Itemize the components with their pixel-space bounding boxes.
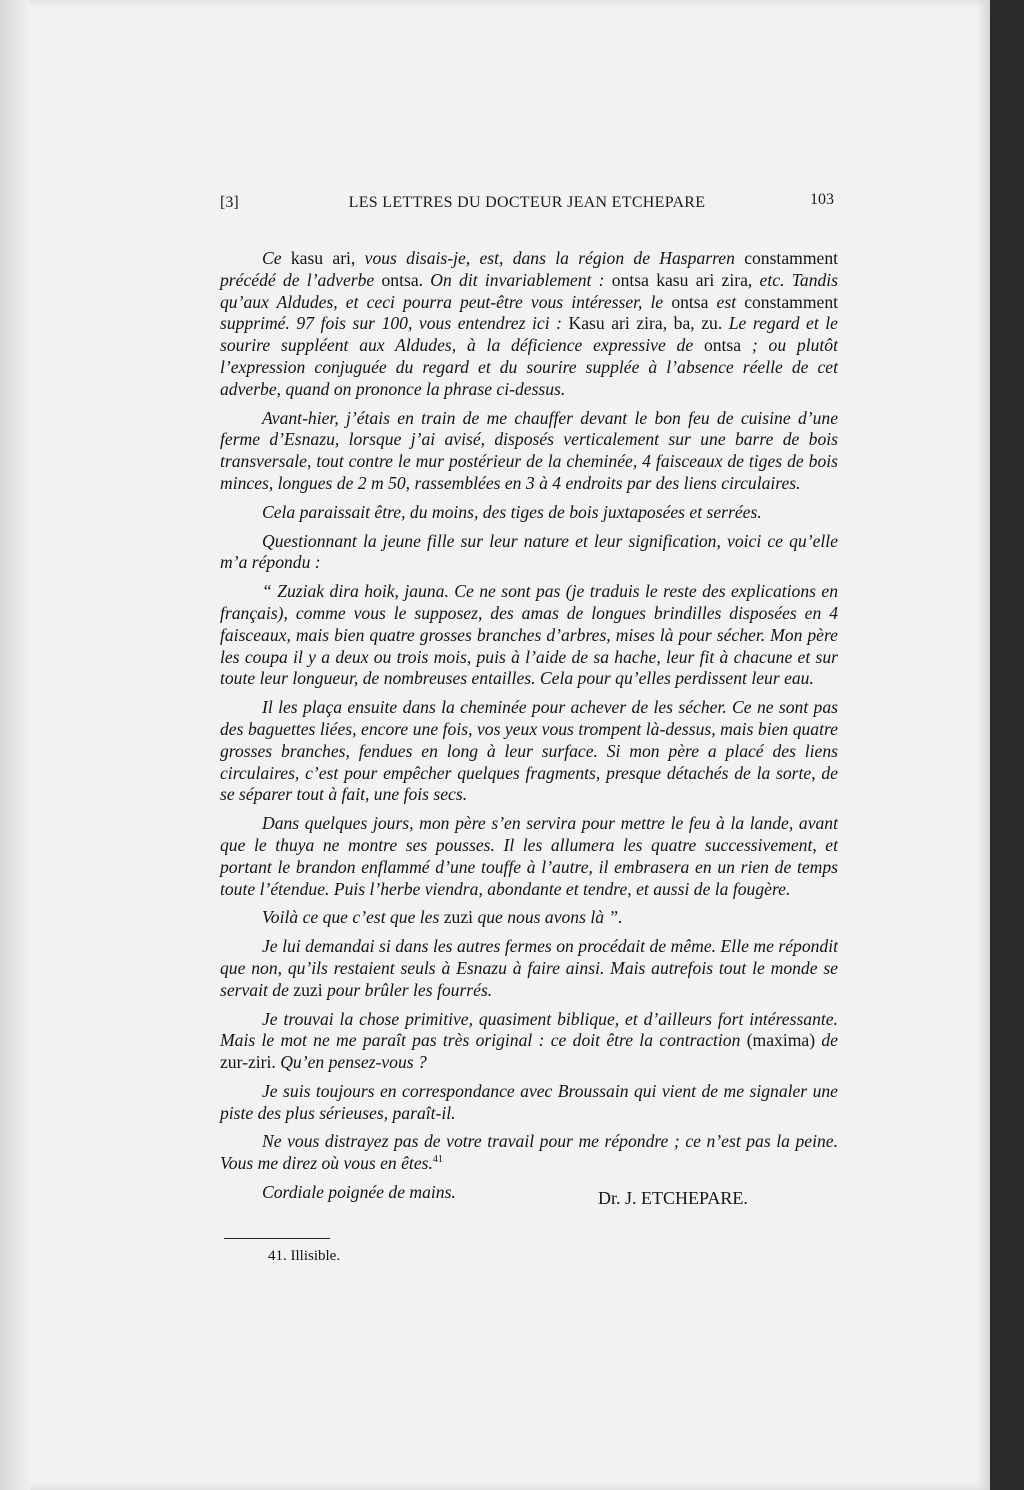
paragraph-7: Dans quelques jours, mon père s’en servira pour mettre le feu à la lande, avant que le thuya ne montre ses pousses. Il les allumera les quatre successivement, et portant le brandon enflammé d’une touffe à l’autre, il embrasera en un rien de temps toute l’étendue. Puis l’herbe viendra, abondante et tendre, et aussi de la fougère. [220,813,838,899]
paragraph-11: Je suis toujours en correspondance avec Broussain qui vient de me signaler une piste des plus sérieuses, paraît-il. [220,1080,838,1123]
paragraph-2: Avant-hier, j’étais en train de me chauffer devant le bon feu de cuisine d’une ferme d’Esnazu, lorsque j’ai avisé, disposés verticalement sur une barre de bois transversale, tout contre le mur postérieur de la cheminée, 4 faisceaux de tiges de bois minces, longues de 2 m 50, rassemblées en 3 à 4 endroits par des liens circulaires. [220,407,838,493]
paragraph-4: Questionnant la jeune fille sur leur nature et leur signification, voici ce qu’elle m’a répondu : [220,530,838,573]
paragraph-10: Je trouvai la chose primitive, quasiment biblique, et d’ailleurs fort intéressante. Mais le mot ne me paraît pas très original : ce doit être la contraction (maxima) de zur-ziri. Qu’en pensez-vous ? [220,1008,838,1073]
page-number: 103 [810,191,834,208]
paragraph-8: Voilà ce que c’est que les zuzi que nous avons là ”. [262,907,623,928]
page-gutter [0,0,30,1490]
footnote-reference: 41 [432,1154,443,1166]
footnote-rule [224,1238,330,1239]
paragraph-13: Cordiale poignée de mains. [262,1182,456,1203]
paragraph-9: Je lui demandai si dans les autres fermes on procédait de même. Elle me répondit que non, qu’ils restaient seuls à Esnazu à faire ainsi. Mais autrefois tout le monde se servait de zuzi pour brûler les fourrés. [220,936,838,1000]
paragraph-6: Il les plaça ensuite dans la cheminée pour achever de les sécher. Ce ne sont pas des baguettes liées, encore une fois, vos yeux vous trompent là-dessus, mais bien quatre grosses branches, fendues en long à leur surface. Si mon père a placé des liens circulaires, c’est pour empêcher quelques fragments, presque détachés de la sorte, de se séparer tout à fait, une fois secs. [220,697,838,805]
background-edge [990,0,1024,1490]
paragraph-1: Ce kasu ari, vous disais-je, est, dans la région de Hasparren constamment précédé de l’adverbe ontsa. On dit invariablement : ontsa kasu ari zira, etc. Tandis qu’aux Aldudes, et ceci pourra peut-être vous intéresser, le ontsa est constamment supprimé. 97 fois sur 100, vous entendrez ici : Kasu ari zira, ba, zu. Le regard et le sourire suppléent aux Aldudes, à la déficience expressive de ontsa ; ou plutôt l’expression conjuguée du regard et du sourire supplée à l’absence réelle de cet adverbe, quand on prononce la phrase ci-dessus. [220,248,839,399]
section-number: [3] [220,194,239,211]
paragraph-5: “ Zuziak dira hoik, jauna. Ce ne sont pas (je traduis le reste des explications en français), comme vous le supposez, des amas de longues brindilles disposées en 4 faisceaux, mais bien quatre grosses branches d’arbres, mises là pour sécher. Mon père les coupa il y a deux ou trois mois, puis à l’aide de sa hache, leur fit à chacune et sur toute leur longueur, de nombreuses entailles. Cela pour qu’elles perdissent leur eau. [220,581,838,689]
paragraph-3: Cela paraissait être, du moins, des tiges de bois juxtaposées et serrées. [262,501,762,522]
footnote: 41. Illisible. [268,1248,341,1264]
running-title: LES LETTRES DU DOCTEUR JEAN ETCHEPARE [348,194,706,211]
signature: Dr. J. ETCHEPARE. [598,1188,748,1208]
paragraph-12: Ne vous distrayez pas de votre travail pour me répondre ; ce n’est pas la peine. Vous me direz où vous en êtes.$^{41}$ [220,1131,838,1174]
letter-body [220,248,838,1211]
running-header [220,190,834,214]
